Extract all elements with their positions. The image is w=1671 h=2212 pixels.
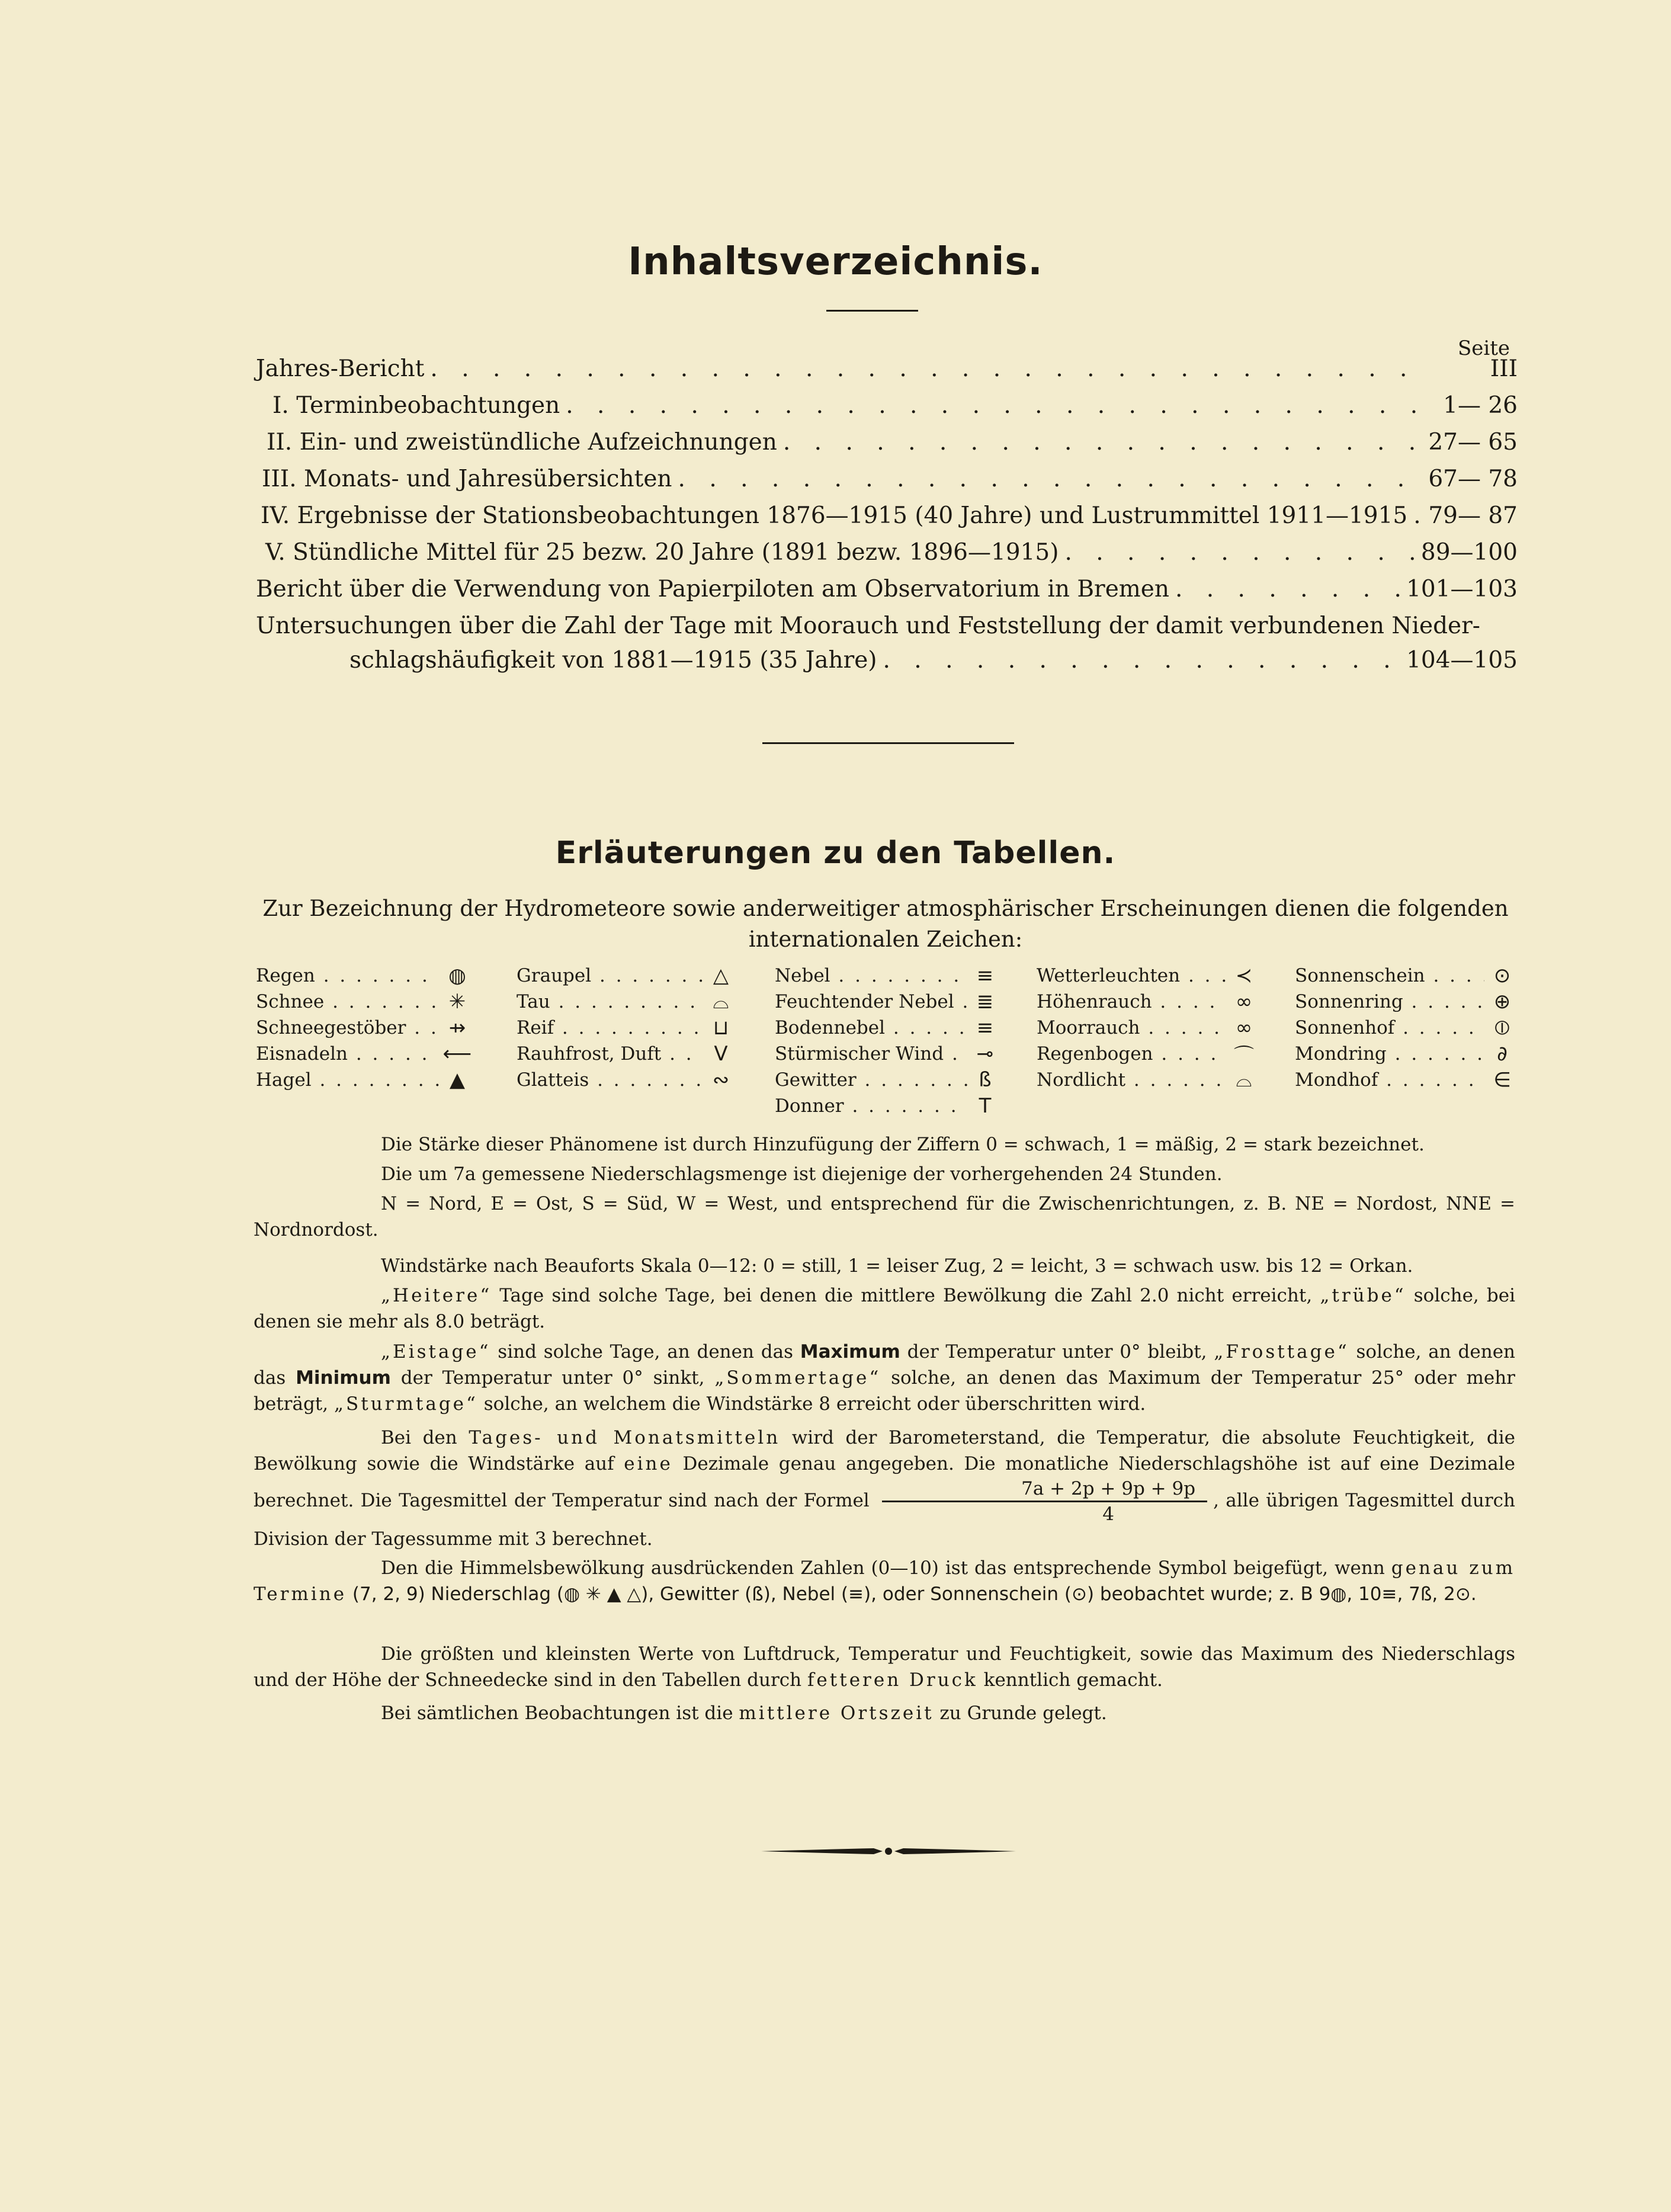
toc-row — [261, 502, 1518, 539]
symbol-name: Mondring . . . — [1295, 1043, 1484, 1065]
symbol-row — [517, 1041, 739, 1067]
hail-icon: ▲ — [449, 1068, 466, 1092]
symbol-row — [517, 989, 739, 1015]
text: der Temperatur unter 0° sinkt, — [390, 1367, 715, 1389]
symbol-row — [256, 1067, 475, 1093]
symbol-name: Eisnadeln . . . — [256, 1043, 440, 1065]
symbol-name: Feuchtender Nebel . . . — [775, 991, 967, 1012]
toc-leader — [560, 392, 1423, 419]
snow-icon: ✳ — [448, 990, 466, 1014]
toc-page: 89—100 — [1420, 539, 1518, 566]
term-frosttage: „Frosttage“ — [1214, 1341, 1349, 1363]
symbol-name: Stürmischer Wind . . . — [775, 1043, 967, 1065]
symbol-row — [775, 1093, 1003, 1119]
intro-text: Zur Bezeichnung der Hydrometeore sowie anderweitiger atmosphärischer Erscheinungen dienen die folgenden internationalen Zeichen: — [262, 896, 1509, 952]
toc-page: 104—105 — [1406, 647, 1518, 674]
toc-leader — [1407, 502, 1423, 529]
snowdrift-icon: ⇸ — [448, 1016, 466, 1040]
paragraph-bold-values — [254, 1641, 1515, 1693]
term-eine: eine — [624, 1453, 673, 1474]
term-fetteren-druck: fetteren Druck — [807, 1669, 978, 1691]
toc-page: III — [1490, 355, 1518, 382]
text: zu Grunde gelegt. — [934, 1703, 1107, 1724]
symbol-row — [517, 1015, 739, 1041]
term-minimum: Minimum — [296, 1367, 391, 1389]
sunshine-icon: ⊙ — [1493, 964, 1511, 988]
symbol-name: Sonnenring . . . — [1295, 991, 1484, 1012]
toc-leader — [424, 355, 1423, 382]
thunder-icon: T — [979, 1094, 992, 1118]
sheet-lightning-icon: ≺ — [1235, 964, 1253, 988]
toc-row — [256, 355, 1518, 392]
moor-smoke-icon: ∞ — [1235, 1016, 1253, 1040]
toc-title: Bericht über die Verwendung von Papierpiloten am Observatorium in Bremen — [256, 576, 1169, 602]
text: , alle übrigen Tagesmittel durch Division der Tagessumme mit 3 berechnet. — [254, 1490, 1515, 1550]
formula-denominator: 4 — [1102, 1503, 1114, 1525]
page-title: Inhaltsverzeichnis. — [628, 240, 1043, 284]
symbol-row — [775, 989, 1003, 1015]
toc-leader — [877, 647, 1407, 674]
symbol-row — [1295, 963, 1520, 989]
symbol-column — [517, 963, 739, 1093]
symbol-column — [256, 963, 475, 1093]
rainbow-icon: ⌒ — [1234, 1044, 1254, 1068]
text: kenntlich gemacht. — [977, 1669, 1163, 1691]
symbol-name: Reif . . . — [517, 1017, 703, 1038]
seite-label: Seite — [1457, 336, 1510, 360]
text: Tage sind solche Tage, bei denen die mittlere Bewölkung die Zahl 2.0 nicht erreicht, — [492, 1285, 1320, 1306]
haze-icon: ∞ — [1235, 990, 1253, 1014]
symbol-name: Hagel . . . — [256, 1069, 440, 1091]
toc-title: IV. Ergebnisse der Stationsbeobachtungen 1876—1915 (40 Jahre) und Lustrummittel 1911—1915 — [261, 502, 1408, 529]
symbol-row — [517, 963, 739, 989]
frost-icon: ⊔ — [713, 1016, 729, 1040]
text: wird der Barometerstand, die Temperatur, die absolute Feuchtigkeit, die Bewölkung sowie die Windstärke auf — [254, 1427, 1516, 1474]
text: Die größten und kleinsten Werte von Luftdruck, Temperatur und Feuchtigkeit, sowie das Maximum des Niederschlags und der Höhe der Schneedecke sind in den Tabellen durch — [254, 1643, 1515, 1691]
symbol-row — [256, 963, 475, 989]
term-heitere: „Heitere“ — [381, 1285, 492, 1306]
symbol-name: Sonnenhof . . . — [1295, 1017, 1484, 1038]
symbol-name: Schneegestöber . . . — [256, 1017, 440, 1038]
toc-leader — [672, 466, 1423, 492]
storm-wind-icon: ⊸ — [976, 1042, 994, 1066]
ground-fog-icon: ≡ — [976, 1016, 994, 1040]
section-title: Erläuterungen zu den Tabellen. — [555, 835, 1116, 871]
toc-title: schlagshäufigkeit von 1881—1915 (35 Jahre) — [349, 647, 877, 674]
symbol-row — [256, 1015, 475, 1041]
toc-row — [267, 429, 1518, 466]
symbol-name: Donner . . . — [775, 1095, 967, 1117]
moon-ring-icon: ∂ — [1497, 1042, 1508, 1066]
toc-page: 67— 78 — [1428, 466, 1518, 492]
symbol-row — [775, 1015, 1003, 1041]
toc-title: I. Terminbeobachtungen — [272, 392, 560, 419]
text: solche, an denen das — [254, 1341, 1516, 1389]
rain-icon: ◍ — [448, 964, 466, 988]
paragraph-beaufort: Windstärke nach Beauforts Skala 0—12: 0 = still, 1 = leiser Zug, 2 = leicht, 3 = schwach usw. bis 12 = Orkan. — [381, 1255, 1413, 1277]
term-genau: genau zum Termine — [254, 1557, 1515, 1605]
toc-row — [256, 613, 1518, 649]
section-rule — [762, 742, 1014, 744]
paragraph-precip: Die um 7a gemessene Niederschlagsmenge ist diejenige der vorhergehenden 24 Stunden. — [381, 1163, 1223, 1185]
paragraph-directions: N = Nord, E = Ost, S = Süd, W = West, und entsprechend für die Zwischenrichtungen, z. B. NE = Nordost, NNE = Nordnordost. — [254, 1193, 1515, 1240]
paragraph-symbols — [254, 1555, 1515, 1607]
symbol-name: Bodennebel . . . — [775, 1017, 967, 1038]
symbol-name: Tau . . . — [517, 991, 703, 1012]
symbol-name: Nebel . . . — [775, 965, 967, 986]
toc-title: III. Monats- und Jahresübersichten — [262, 466, 672, 492]
text: (7, 2, 9) Niederschlag (◍ ✳ ▲ △), Gewitter (ß), Nebel (≡), oder Sonnenschein (⊙) beobachtet wurde; z. B 9◍, 10≡, 7ß, 2⊙. — [347, 1583, 1477, 1605]
toc-leader — [777, 429, 1423, 456]
rime-icon: V — [714, 1042, 728, 1066]
symbol-row — [1037, 989, 1262, 1015]
toc-row — [265, 539, 1518, 576]
toc-page: 1— 26 — [1443, 392, 1518, 419]
symbol-name: Regen . . . — [256, 965, 440, 986]
toc-page: 79— 87 — [1428, 502, 1518, 529]
symbol-name: Regenbogen . . . — [1037, 1043, 1226, 1065]
sun-ring-icon: ⊕ — [1493, 990, 1511, 1014]
paragraph-means — [254, 1425, 1515, 1552]
glaze-icon: ∾ — [712, 1068, 730, 1092]
fog-icon: ≡ — [976, 964, 994, 988]
term-maximum: Maximum — [800, 1341, 900, 1363]
text: Den die Himmelsbewölkung ausdrückenden Zahlen (0—10) ist das entsprechende Symbol beigefügt, wenn — [381, 1557, 1391, 1579]
term-tagesmittel: Tages- und Monatsmitteln — [469, 1427, 781, 1448]
toc-row — [256, 576, 1518, 613]
term-eistage: „Eistage“ — [381, 1341, 491, 1363]
toc-page: 27— 65 — [1428, 429, 1518, 456]
text: Bei den — [381, 1427, 469, 1448]
symbol-name: Sonnenschein . . . — [1295, 965, 1484, 986]
symbol-row — [1295, 1041, 1520, 1067]
text: solche, an welchem die Windstärke 8 erreicht oder überschritten wird. — [477, 1393, 1146, 1415]
symbol-name: Mondhof . . . — [1295, 1069, 1484, 1091]
symbol-row — [1037, 963, 1262, 989]
symbol-row — [1295, 989, 1520, 1015]
symbol-name: Moorrauch . . . — [1037, 1017, 1226, 1038]
symbol-row — [775, 1041, 1003, 1067]
symbol-row — [775, 963, 1003, 989]
symbol-name: Nordlicht . . . — [1037, 1069, 1226, 1091]
title-rule — [826, 310, 918, 312]
aurora-icon: ⌓ — [1236, 1068, 1252, 1092]
symbol-column — [1295, 963, 1520, 1093]
text: solche, bei denen sie mehr als 8.0 beträgt. — [254, 1285, 1515, 1332]
term-sommertage: „Sommertage“ — [714, 1367, 881, 1389]
symbol-row — [517, 1067, 739, 1093]
symbol-column — [775, 963, 1003, 1119]
symbol-row — [1037, 1041, 1262, 1067]
toc-leader — [1059, 539, 1420, 566]
symbol-name: Schnee . . . — [256, 991, 440, 1012]
text: Dezimale genau angegeben. Die monatliche Niederschlagshöhe ist auf eine Dezimale berechnet. Die Tagesmittel der Temperatur sind nach der Formel — [254, 1453, 1515, 1511]
paragraph-temperature-days — [254, 1339, 1515, 1417]
formula-numerator: 7a + 2p + 9p + 9p — [882, 1477, 1207, 1502]
symbol-name: Glatteis . . . — [517, 1069, 703, 1091]
text: Bei sämtlichen Beobachtungen ist die — [381, 1703, 739, 1724]
toc-row — [262, 466, 1518, 502]
symbol-name: Graupel . . . — [517, 965, 703, 986]
symbol-name: Wetterleuchten . . . — [1037, 965, 1226, 986]
moon-halo-icon: ∈ — [1493, 1068, 1511, 1092]
text: der Temperatur unter 0° bleibt, — [900, 1341, 1214, 1363]
toc-row — [272, 392, 1518, 429]
ornament-divider-icon — [761, 1842, 1016, 1860]
symbol-name: Gewitter . . . — [775, 1069, 967, 1091]
graupel-icon: △ — [713, 964, 729, 988]
toc-title: II. Ein- und zweistündliche Aufzeichnungen — [267, 429, 777, 456]
symbol-row — [1295, 1015, 1520, 1041]
toc-page: 101—103 — [1406, 576, 1518, 602]
toc-title: Jahres-Bericht — [256, 355, 425, 382]
symbol-name: Rauhfrost, Duft . . . — [517, 1043, 703, 1065]
symbol-row — [256, 989, 475, 1015]
term-truebe: „trübe“ — [1320, 1285, 1406, 1306]
wet-fog-icon: ≣ — [976, 990, 994, 1014]
paragraph-strength: Die Stärke dieser Phänomene ist durch Hinzufügung der Ziffern 0 = schwach, 1 = mäßig, 2 = stark bezeichnet. — [381, 1134, 1425, 1155]
paragraph-local-time — [254, 1700, 1515, 1726]
ice-needles-icon: ⟵ — [442, 1042, 472, 1066]
term-ortszeit: mittlere Ortszeit — [739, 1703, 934, 1724]
dew-icon: ⌓ — [713, 990, 729, 1014]
thunderstorm-icon: ß — [979, 1068, 992, 1092]
symbol-name: Höhenrauch . . . — [1037, 991, 1226, 1012]
sun-halo-icon: ⦶ — [1494, 1016, 1510, 1040]
formula — [882, 1477, 1207, 1526]
toc-title: Untersuchungen über die Zahl der Tage mit Moorauch und Feststellung der damit verbundenen Nieder- — [256, 613, 1480, 639]
text: sind solche Tage, an denen das — [490, 1341, 800, 1363]
symbol-row — [1295, 1067, 1520, 1093]
text: solche, an denen das Maximum der Temperatur 25° oder mehr beträgt, — [254, 1367, 1515, 1415]
paragraph-cloud-days — [254, 1283, 1515, 1335]
symbol-column — [1037, 963, 1262, 1093]
toc-row — [349, 647, 1518, 684]
symbol-row — [775, 1067, 1003, 1093]
symbol-row — [1037, 1015, 1262, 1041]
toc-title: V. Stündliche Mittel für 25 bezw. 20 Jahre (1891 bezw. 1896—1915) — [265, 539, 1059, 566]
symbol-row — [256, 1041, 475, 1067]
toc-leader — [1169, 576, 1406, 602]
symbol-row — [1037, 1067, 1262, 1093]
term-sturmtage: „Sturmtage“ — [333, 1393, 478, 1415]
